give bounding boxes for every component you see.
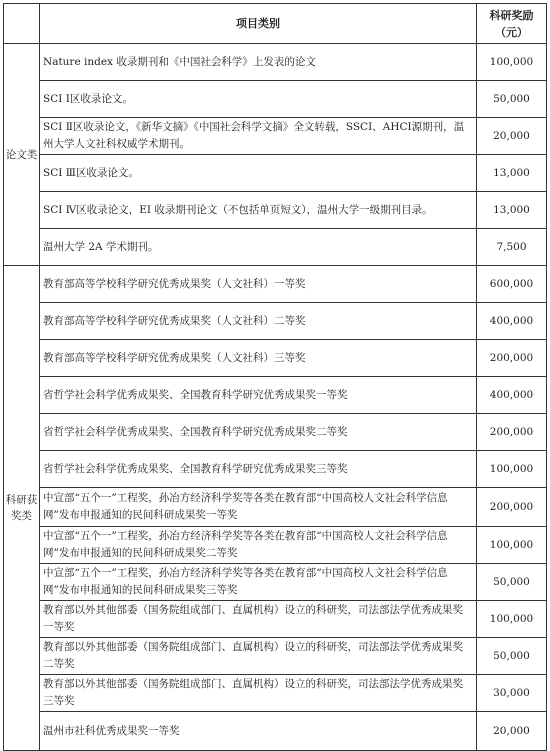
reward-value: 100,000 <box>477 44 547 81</box>
reward-value: 400,000 <box>477 303 547 340</box>
reward-value: 50,000 <box>477 638 547 675</box>
table-row <box>4 638 547 675</box>
table-body <box>4 44 547 751</box>
reward-value: 13,000 <box>477 155 547 192</box>
item-description: 中宣部“五个一”工程奖，孙冶方经济科学奖等各类在教育部“中国高校人文社会科学信息网”发布申报通知的民间科研成果奖一等奖 <box>40 488 477 527</box>
item-description: 中宣部“五个一”工程奖，孙冶方经济科学奖等各类在教育部“中国高校人文社会科学信息网”发布申报通知的民间科研成果奖三等奖 <box>40 564 477 601</box>
item-description: 教育部高等学校科学研究优秀成果奖（人文社科）一等奖 <box>40 266 477 303</box>
table-row <box>4 229 547 266</box>
reward-value: 50,000 <box>477 564 547 601</box>
item-description: 温州大学 2A 学术期刊。 <box>40 229 477 266</box>
table-row <box>4 414 547 451</box>
item-description: 中宣部“五个一”工程奖，孙冶方经济科学奖等各类在教育部“中国高校人文社会科学信息网”发布申报通知的民间科研成果奖二等奖 <box>40 527 477 564</box>
reward-value: 100,000 <box>477 601 547 638</box>
table-row <box>4 488 547 527</box>
item-description: SCI Ⅱ区收录论文，《新华文摘》《中国社会科学文摘》全文转载，SSCI、AHCI源期刊，温州大学人文社科权威学术期刊。 <box>40 118 477 155</box>
category-name-line: 科研获 <box>5 494 38 506</box>
reward-value: 13,000 <box>477 192 547 229</box>
table-row <box>4 564 547 601</box>
reward-value: 200,000 <box>477 488 547 527</box>
header-category: 项目类别 <box>40 4 477 44</box>
table-row <box>4 303 547 340</box>
table-header-row <box>4 4 547 44</box>
category-name-line: 论文类 <box>5 148 38 161</box>
category-cell <box>4 44 40 266</box>
table-row <box>4 451 547 488</box>
item-description: 教育部以外其他部委（国务院组成部门、直属机构）设立的科研奖，司法部法学优秀成果奖三等奖 <box>40 675 477 712</box>
item-description: 省哲学社会科学优秀成果奖、全国教育科学研究优秀成果奖三等奖 <box>40 451 477 488</box>
item-description: 省哲学社会科学优秀成果奖、全国教育科学研究优秀成果奖一等奖 <box>40 377 477 414</box>
reward-table <box>3 3 547 751</box>
header-reward-line2: （元） <box>495 25 528 39</box>
table-row <box>4 192 547 229</box>
header-reward <box>477 4 547 44</box>
reward-value: 600,000 <box>477 266 547 303</box>
header-blank-cell <box>4 4 40 44</box>
item-description: SCI Ⅳ区收录论文，EI 收录期刊论文（不包括单页短文），温州大学一级期刊目录。 <box>40 192 477 229</box>
reward-value: 20,000 <box>477 118 547 155</box>
table-row <box>4 712 547 751</box>
reward-value: 100,000 <box>477 527 547 564</box>
reward-value: 7,500 <box>477 229 547 266</box>
item-description: 教育部以外其他部委（国务院组成部门、直属机构）设立的科研奖，司法部法学优秀成果奖一等奖 <box>40 601 477 638</box>
item-description: 省哲学社会科学优秀成果奖、全国教育科学研究优秀成果奖二等奖 <box>40 414 477 451</box>
item-description: SCI Ⅰ区收录论文。 <box>40 81 477 118</box>
table-row <box>4 44 547 81</box>
reward-value: 20,000 <box>477 712 547 751</box>
item-description: SCI Ⅲ区收录论文。 <box>40 155 477 192</box>
table-row <box>4 675 547 712</box>
reward-value: 50,000 <box>477 81 547 118</box>
table-row <box>4 601 547 638</box>
table-row <box>4 377 547 414</box>
category-name-line: 奖类 <box>11 510 32 522</box>
item-description: 教育部高等学校科学研究优秀成果奖（人文社科）三等奖 <box>40 340 477 377</box>
table-row <box>4 81 547 118</box>
table-row <box>4 266 547 303</box>
item-description: 教育部高等学校科学研究优秀成果奖（人文社科）二等奖 <box>40 303 477 340</box>
reward-value: 30,000 <box>477 675 547 712</box>
table-row <box>4 155 547 192</box>
table-row <box>4 527 547 564</box>
category-cell <box>4 266 40 751</box>
reward-value: 100,000 <box>477 451 547 488</box>
reward-value: 400,000 <box>477 377 547 414</box>
header-reward-line1: 科研奖励 <box>489 8 534 22</box>
table-row <box>4 118 547 155</box>
item-description: 温州市社科优秀成果奖一等奖 <box>40 712 477 751</box>
table-row <box>4 340 547 377</box>
item-description: 教育部以外其他部委（国务院组成部门、直属机构）设立的科研奖，司法部法学优秀成果奖二等奖 <box>40 638 477 675</box>
reward-value: 200,000 <box>477 340 547 377</box>
item-description: Nature index 收录期刊和《中国社会科学》上发表的论文 <box>40 44 477 81</box>
reward-value: 200,000 <box>477 414 547 451</box>
